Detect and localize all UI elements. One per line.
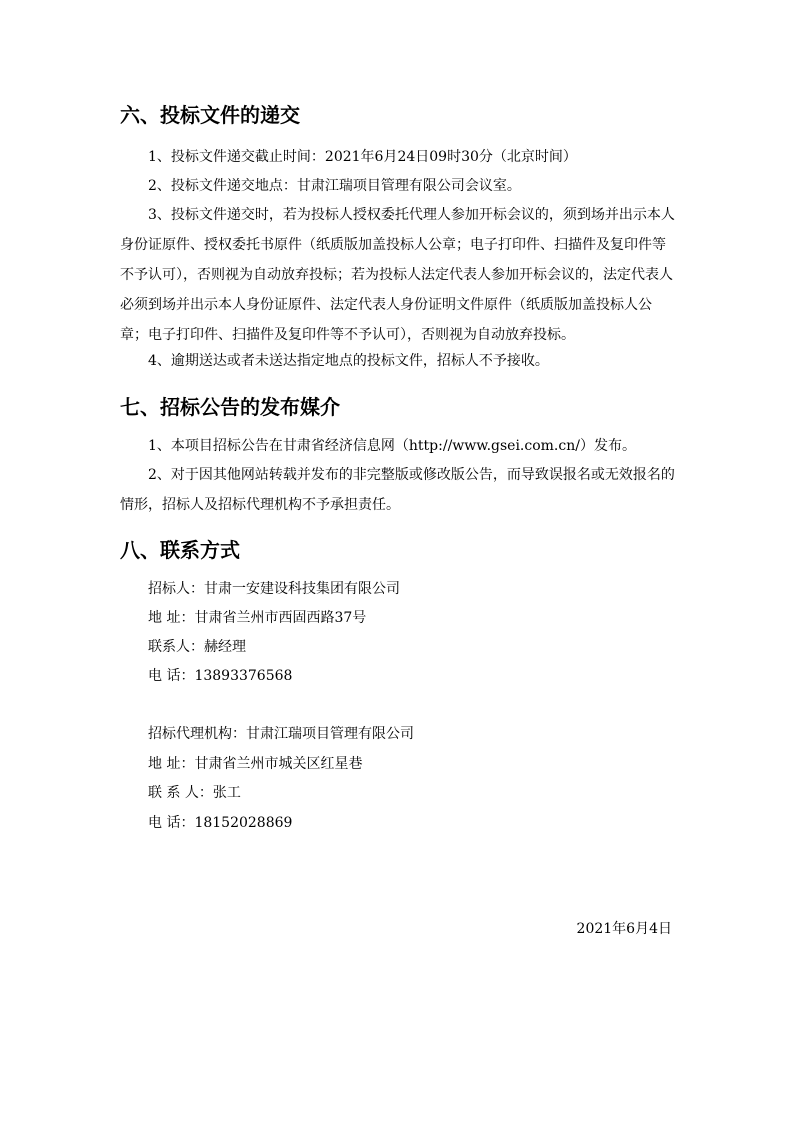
tenderer-contact: 联系人：赫经理 [148, 639, 246, 655]
section-6-item-3: 3、投标文件递交时，若为投标人授权委托代理人参加开标会议的，须到场并出示本人身份证原件、授权委托书原件（纸质版加盖投标人公章；电子打印件、扫描件及复印件等不予认可），否则视为自动放弃投标；若为投标人法定代表人参加开标会议的，法定代表人必须到场并出示本人身份证原件、法定代表人身份证明文件原件（纸质版加盖投标人公章；电子打印件、扫描件及复印件等不予认可），否则视为自动放弃投标。 [120, 207, 675, 343]
section-8-heading: 八、联系方式 [120, 538, 240, 562]
document-date: 2021年6月4日 [576, 921, 672, 937]
section-7-item-2: 2、对于因其他网站转载并发布的非完整版或修改版公告，而导致误报名或无效报名的情形，招标人及招标代理机构不予承担责任。 [120, 467, 675, 513]
section-7-item-1: 1、本项目招标公告在甘肃省经济信息网（http://www.gsei.com.cn/）发布。 [148, 438, 636, 454]
tenderer-name: 招标人：甘肃一安建设科技集团有限公司 [148, 581, 400, 597]
tenderer-phone: 电 话：13893376568 [148, 668, 293, 684]
section-6-item-1: 1、投标文件递交截止时间：2021年6月24日09时30分（北京时间） [148, 149, 577, 165]
tenderer-address: 地 址：甘肃省兰州市西固西路37号 [148, 610, 367, 626]
agency-phone: 电 话：18152028869 [148, 815, 293, 831]
agency-address: 地 址：甘肃省兰州市城关区红星巷 [148, 756, 363, 772]
section-6-heading: 六、投标文件的递交 [120, 103, 300, 127]
section-7-heading: 七、招标公告的发布媒介 [120, 395, 340, 419]
agency-contact: 联 系 人：张工 [148, 785, 241, 801]
section-6-item-2: 2、投标文件递交地点：甘肃江瑞项目管理有限公司会议室。 [148, 178, 521, 194]
section-6-item-4: 4、逾期送达或者未送达指定地点的投标文件，招标人不予接收。 [148, 353, 549, 369]
agency-name: 招标代理机构：甘肃江瑞项目管理有限公司 [148, 726, 414, 742]
